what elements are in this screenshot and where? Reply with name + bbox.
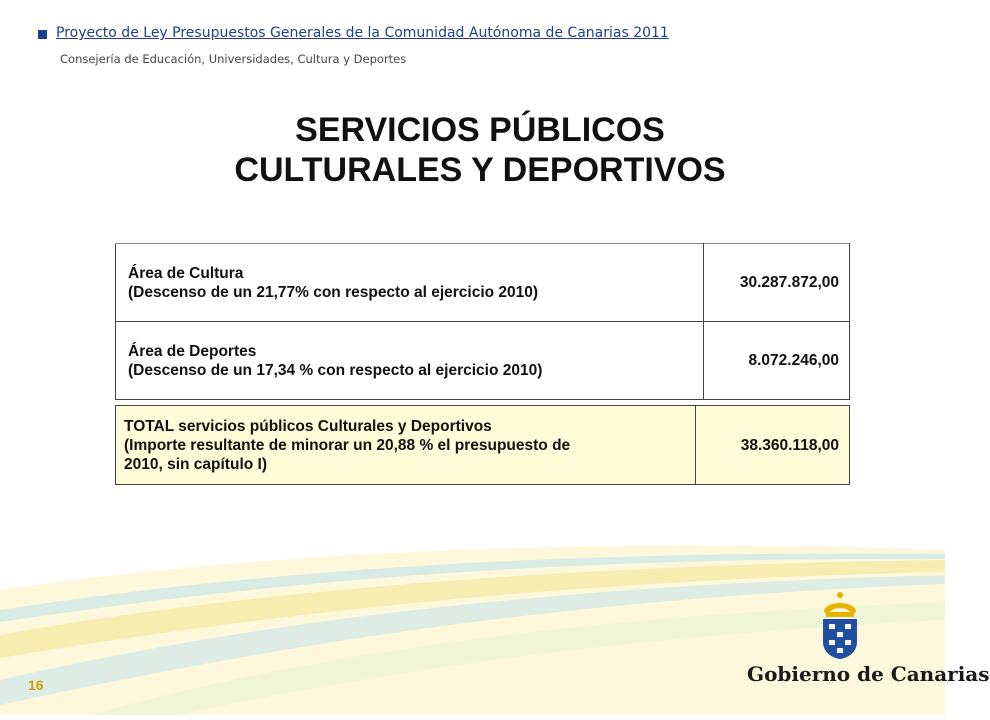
total-name: TOTAL servicios públicos Culturales y Deportivos xyxy=(124,417,492,435)
total-description xyxy=(116,406,696,485)
row-description xyxy=(116,322,704,400)
project-link[interactable]: Proyecto de Ley Presupuestos Generales de la Comunidad Autónoma de Canarias 2011 xyxy=(56,25,669,41)
title-line-2: CULTURALES Y DEPORTIVOS xyxy=(234,151,726,189)
brand-logo-text: Gobierno de Canarias xyxy=(747,662,990,686)
row-name: Área de Cultura xyxy=(128,264,244,282)
row-description xyxy=(116,244,704,322)
row-name: Área de Deportes xyxy=(128,342,257,360)
page-title xyxy=(0,110,960,190)
title-line-1: SERVICIOS PÚBLICOS xyxy=(295,111,665,149)
page-number: 16 xyxy=(28,677,44,693)
table-row xyxy=(116,322,850,400)
total-table xyxy=(115,405,850,485)
decorative-swoosh xyxy=(0,540,960,720)
budget-table xyxy=(115,243,850,400)
table-row xyxy=(116,244,850,322)
bullet-icon xyxy=(38,30,47,39)
total-note-line-2: 2010, sin capítulo I) xyxy=(124,455,267,473)
total-amount: 38.360.118,00 xyxy=(696,406,850,485)
row-amount: 8.072.246,00 xyxy=(704,322,850,400)
total-row xyxy=(116,406,850,485)
row-amount: 30.287.872,00 xyxy=(704,244,850,322)
total-note-line-1: (Importe resultante de minorar un 20,88 % el presupuesto de xyxy=(124,436,571,454)
coat-of-arms-icon xyxy=(818,590,862,660)
row-note: (Descenso de un 17,34 % con respecto al ejercicio 2010) xyxy=(128,361,543,379)
row-note: (Descenso de un 21,77% con respecto al ejercicio 2010) xyxy=(128,283,539,301)
department-subtitle: Consejería de Educación, Universidades, Cultura y Deportes xyxy=(60,52,407,66)
